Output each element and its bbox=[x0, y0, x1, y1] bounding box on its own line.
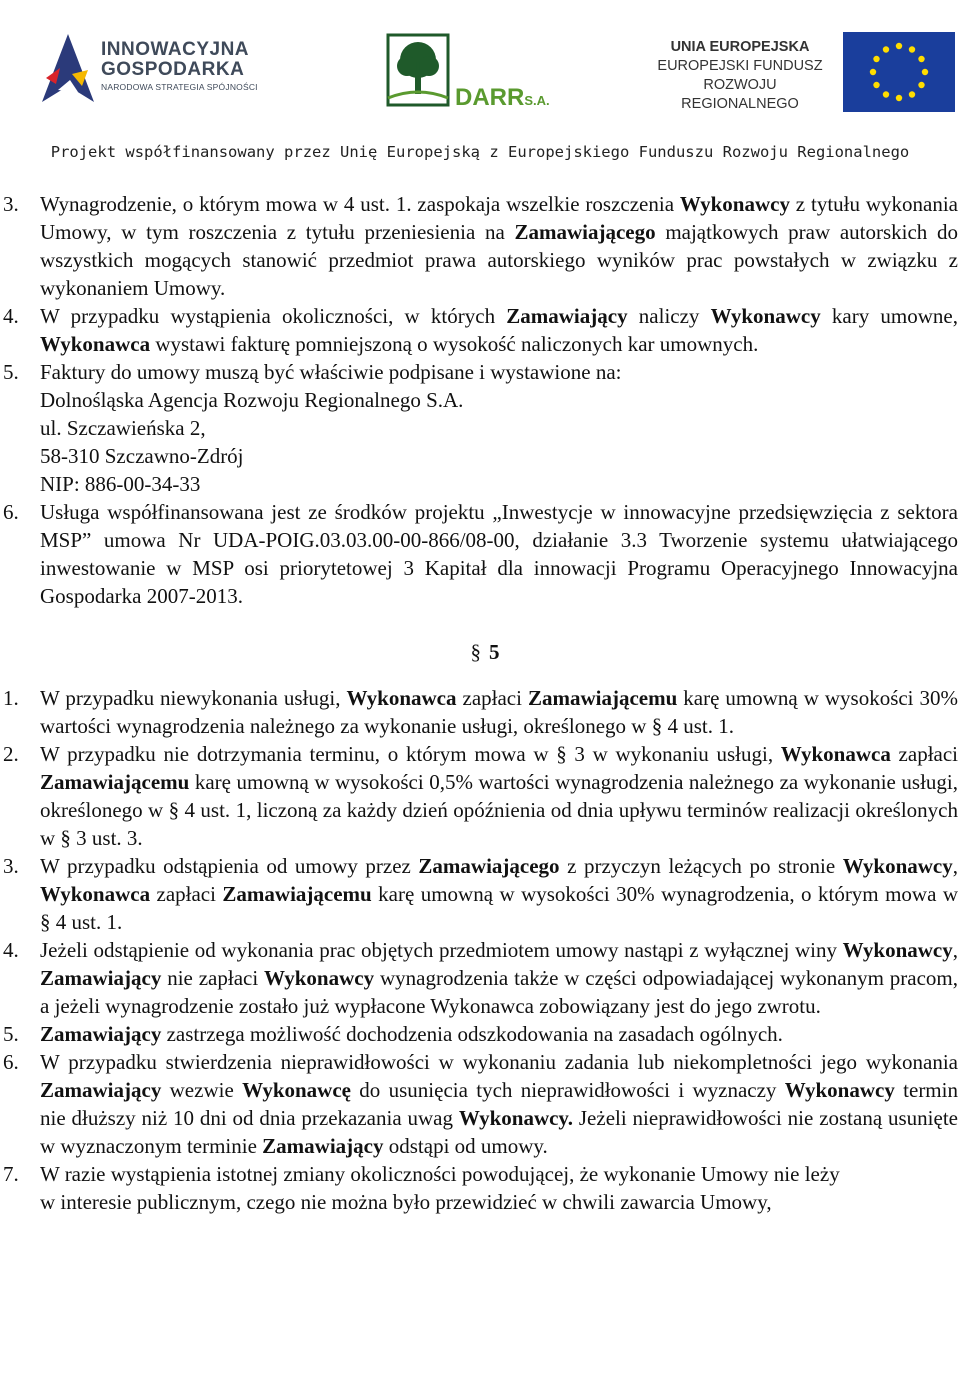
text: W przypadku niewykonania usługi, bbox=[40, 686, 347, 710]
bold-term: Zamawiający bbox=[40, 966, 162, 990]
paragraph-4-6 bbox=[0, 498, 960, 610]
item-number: 3. bbox=[3, 192, 19, 216]
ig-emblem-icon bbox=[38, 28, 98, 108]
address-line: NIP: 886-00-34-33 bbox=[40, 472, 201, 496]
address-line: Dolnośląska Agencja Rozwoju Regionalnego S.A. bbox=[40, 388, 464, 412]
address-line: ul. Szczawieńska 2, bbox=[40, 416, 206, 440]
text: , bbox=[952, 854, 959, 878]
bold-term: Wykonawcy bbox=[784, 1078, 895, 1102]
eu-line2: EUROPEJSKI FUNDUSZ bbox=[657, 58, 823, 74]
text: Wynagrodzenie, o którym mowa w 4 ust. 1. zaspokaja wszelkie roszczenia bbox=[40, 192, 680, 216]
eu-line3: ROZWOJU REGIONALNEGO bbox=[681, 77, 799, 112]
darr-name: DARR bbox=[455, 84, 525, 111]
text: z przyczyn leżących po stronie bbox=[559, 854, 843, 878]
text: Jeżeli nieprawidłowości nie zostaną usunięte w wyznaczonym terminie bbox=[40, 1106, 958, 1158]
bold-term: Zamawiający bbox=[40, 1022, 162, 1046]
bold-term: Zamawiającemu bbox=[40, 770, 190, 794]
document-header bbox=[0, 0, 960, 161]
section-symbol: § bbox=[470, 640, 481, 664]
text: wezwie bbox=[161, 1078, 243, 1102]
item-number: 2. bbox=[3, 742, 19, 766]
project-funding-line: Projekt współfinansowany przez Unię Europejską z Europejskiego Funduszu Rozwoju Regionalnego bbox=[50, 143, 910, 161]
text: zapłaci bbox=[890, 742, 959, 766]
bold-term: Wykonawcy bbox=[842, 854, 953, 878]
text: , bbox=[952, 938, 958, 962]
paragraph-4-4 bbox=[0, 302, 960, 358]
bold-term: Wykonawcy. bbox=[458, 1106, 574, 1130]
text: majątkowych praw autorskich do wszystkich mogących stanowić przedmiot prawa autorskiego wyników prac powstałych w związku z wykonaniem Umowy. bbox=[40, 220, 958, 300]
item-number: 6. bbox=[3, 1050, 19, 1074]
ig-wordmark bbox=[101, 40, 258, 92]
paragraph-4-5 bbox=[0, 358, 960, 498]
paragraph-5-7 bbox=[0, 1160, 960, 1216]
text: W przypadku nie dotrzymania terminu, o którym mowa w § 3 w wykonaniu usługi, bbox=[40, 742, 781, 766]
text: karę umowną w wysokości 0,5% wartości wynagrodzenia należnego za wykonanie usługi, określonego w § 4 ust. 1, liczoną za każdy dzień opóźnienia od dnia upływu terminów realizacji określonych w § 3 ust. 3. bbox=[40, 770, 958, 850]
bold-term: Wykonawca bbox=[346, 686, 457, 710]
text: nie zapłaci bbox=[161, 966, 265, 990]
paragraph-5-3 bbox=[0, 852, 960, 936]
item-number: 7. bbox=[3, 1162, 19, 1186]
document-body bbox=[0, 190, 960, 1216]
ig-line1: INNOWACYJNA bbox=[101, 39, 250, 60]
item-number: 4. bbox=[3, 304, 19, 328]
text: Jeżeli odstąpienie od wykonania prac objętych przedmiotem umowy nastąpi z wyłącznej winy bbox=[40, 938, 843, 962]
text: kary umowne, bbox=[820, 304, 958, 328]
text: do usunięcia tych nieprawidłowości i wyznaczy bbox=[350, 1078, 785, 1102]
text: wynagrodzenia także w części odpowiadającej wykonanym pracom, a jeżeli wynagrodzenie zostało już wypłacone Wykonawca zobowiązany jest do jego zwrotu. bbox=[40, 966, 958, 1018]
innowacyjna-gospodarka-logo bbox=[38, 28, 278, 108]
text: W przypadku odstąpienia od umowy przez bbox=[40, 854, 419, 878]
bold-term: Zamawiający bbox=[262, 1134, 384, 1158]
text: karę umowną w wysokości 30% wartości wynagrodzenia należnego za wykonanie usługi, określonego w § 4 ust. 1. bbox=[40, 686, 959, 738]
bold-term: Wykonawcy bbox=[710, 304, 821, 328]
item-number: 1. bbox=[3, 686, 19, 710]
eu-line1: UNIA EUROPEJSKA bbox=[670, 39, 810, 55]
address-line: 58-310 Szczawno-Zdrój bbox=[40, 444, 244, 468]
bold-term: Wykonawca bbox=[40, 332, 151, 356]
text: W przypadku stwierdzenia nieprawidłowości w wykonaniu zadania lub niekompletności jego wykonania bbox=[40, 1050, 958, 1074]
text: W przypadku wystąpienia okoliczności, w których bbox=[40, 304, 507, 328]
item-number: 4. bbox=[3, 938, 19, 962]
text: zapłaci bbox=[150, 882, 223, 906]
paragraph-5-5 bbox=[0, 1020, 960, 1048]
eu-flag-icon bbox=[843, 32, 955, 112]
text: z tytułu wykonania Umowy, w tym roszczenia z tytułu przeniesienia na bbox=[40, 192, 958, 244]
bold-term: Zamawiającemu bbox=[527, 686, 678, 710]
bold-term: Zamawiający bbox=[506, 304, 628, 328]
paragraph-5-6 bbox=[0, 1048, 960, 1160]
bold-term: Zamawiającemu bbox=[222, 882, 372, 906]
bold-term: Wykonawca bbox=[40, 882, 151, 906]
darr-suffix: S.A. bbox=[524, 93, 550, 108]
bold-term: Zamawiającego bbox=[418, 854, 560, 878]
paragraph-5-2 bbox=[0, 740, 960, 852]
text: wystawi fakturę pomniejszoną o wysokość naliczonych kar umownych. bbox=[150, 332, 759, 356]
text: Usługa współfinansowana jest ze środków projektu „Inwestycje w innowacyjne przedsięwzięcia z sektora MSP” umowa Nr UDA-POIG.03.03.00-00-866/08-00, działanie 3.3 Tworzenie systemu ułatwiającego inwestowanie w MSP osi priorytetowej 3 Kapitał dla innowacji Programu Operacyjnego Innowacyjna Gospodarka 2007-2013. bbox=[40, 500, 958, 608]
text: naliczy bbox=[627, 304, 711, 328]
text: karę umowną w wysokości 30% wynagrodzenia, o którym mowa w § 4 ust. 1. bbox=[40, 882, 958, 934]
ig-line3: NARODOWA STRATEGIA SPÓJNOŚCI bbox=[101, 82, 258, 92]
text: zapłaci bbox=[456, 686, 528, 710]
section-number: 5 bbox=[489, 640, 500, 664]
bold-term: Zamawiający bbox=[40, 1078, 162, 1102]
bold-term: Zamawiającego bbox=[514, 220, 656, 244]
bold-term: Wykonawcy bbox=[842, 938, 953, 962]
darr-logo bbox=[385, 32, 575, 112]
text: W razie wystąpienia istotnej zmiany okoliczności powodującej, że wykonanie Umowy nie leży bbox=[40, 1162, 840, 1186]
bold-term: Wykonawca bbox=[780, 742, 891, 766]
darr-wordmark bbox=[455, 84, 550, 112]
paragraph-4-3 bbox=[0, 190, 960, 302]
item-number: 5. bbox=[3, 360, 19, 384]
paragraph-5-1 bbox=[0, 684, 960, 740]
bold-term: Wykonawcy bbox=[264, 966, 375, 990]
paragraph-5-4 bbox=[0, 936, 960, 1020]
text: Faktury do umowy muszą być właściwie podpisane i wystawione na: bbox=[40, 360, 622, 384]
text: zastrzega możliwość dochodzenia odszkodowania na zasadach ogólnych. bbox=[161, 1022, 783, 1046]
item-number: 5. bbox=[3, 1022, 19, 1046]
text: w interesie publicznym, czego nie można było przewidzieć w chwili zawarcia Umowy, bbox=[40, 1190, 772, 1214]
eu-wordmark bbox=[645, 38, 835, 114]
bold-term: Wykonawcę bbox=[242, 1078, 351, 1102]
item-number: 3. bbox=[3, 854, 19, 878]
text: odstąpi od umowy. bbox=[383, 1134, 548, 1158]
item-number: 6. bbox=[3, 500, 19, 524]
bold-term: Wykonawcy bbox=[679, 192, 790, 216]
text: termin nie dłuższy niż 10 dni od dnia przekazania uwag bbox=[40, 1078, 958, 1130]
section-heading bbox=[0, 638, 960, 666]
eu-logo bbox=[645, 30, 945, 120]
ig-line2: GOSPODARKA bbox=[101, 59, 245, 80]
